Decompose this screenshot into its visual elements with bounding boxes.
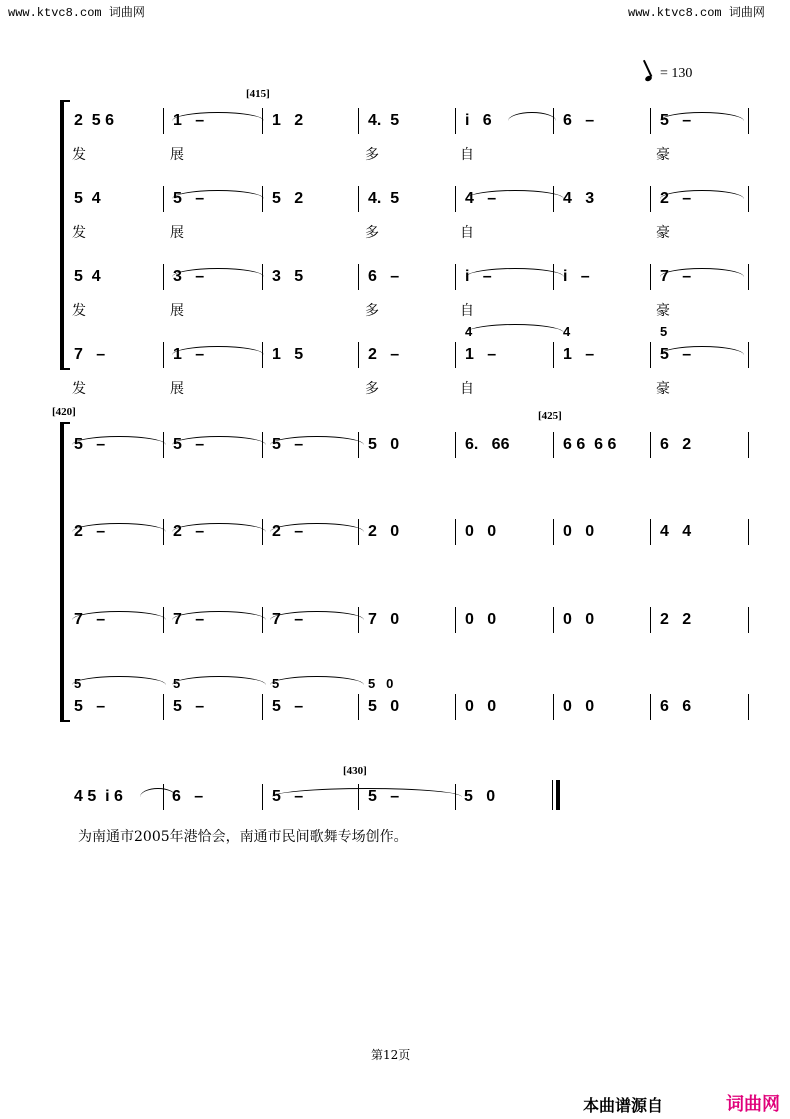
system2-part1-barline <box>455 432 456 458</box>
system1-part4-barline <box>553 342 554 368</box>
system2-part4-measure3: 5 – <box>272 698 304 715</box>
system2-part1-measure6: 6 6 6 6 <box>563 436 617 453</box>
system2-part3-barline <box>748 607 749 633</box>
system1-part4-measure6: 1 – <box>563 346 595 363</box>
system1-part1-measure5: i 6 <box>465 112 492 129</box>
system1-part4-barline <box>358 342 359 368</box>
system1-part3-lyric: 豪 <box>656 303 670 319</box>
system2-part3-measure1: 7 – <box>74 611 106 628</box>
system1-part3-barline <box>455 264 456 290</box>
system2-part2-measure4: 2 0 <box>368 523 400 540</box>
composition-note: 为南通市2005年港恰会，南通市民间歌舞专场创作。 <box>78 829 408 845</box>
system2-part2-barline <box>748 519 749 545</box>
bracket-cap-top <box>60 422 70 424</box>
system1-part3-measure5: i – <box>465 268 492 285</box>
system1-part2-measure4: 4. 5 <box>368 190 400 207</box>
system1-part3-lyric: 展 <box>170 303 184 319</box>
system1-part4-lyric: 豪 <box>656 381 670 397</box>
system2-part3-barline <box>262 607 263 633</box>
system2-part2-barline <box>358 519 359 545</box>
system1-part3-lyric: 发 <box>72 303 86 319</box>
header-site-right[interactable]: www.ktvc8.com 词曲网 <box>628 6 765 20</box>
system1-part3-measure6: i – <box>563 268 590 285</box>
system1-part2-barline <box>163 186 164 212</box>
system1-part3-barline <box>163 264 164 290</box>
system1-part2-measure6: 4 3 <box>563 190 595 207</box>
system1-part1-barline <box>553 108 554 134</box>
system2-part1-barline <box>748 432 749 458</box>
system1-part1-measure7: 5 – <box>660 112 692 129</box>
system1-part4-barline <box>455 342 456 368</box>
system1-part3-measure4: 6 – <box>368 268 400 285</box>
system1-part4-upper6: 4 <box>563 324 571 339</box>
system2-part2-measure7: 4 4 <box>660 523 692 540</box>
tie-slur <box>140 788 176 797</box>
system1-part2-measure5: 4 – <box>465 190 497 207</box>
system1-part2-lyric: 展 <box>170 225 184 241</box>
system2-part3-barline <box>455 607 456 633</box>
system2-part1-measure3: 5 – <box>272 436 304 453</box>
system2-part3-barline <box>553 607 554 633</box>
system2-part2-measure2: 2 – <box>173 523 205 540</box>
system1-part4-barline <box>748 342 749 368</box>
system2-part2-measure5: 0 0 <box>465 523 497 540</box>
system1-part3-barline <box>262 264 263 290</box>
system2-part2-measure6: 0 0 <box>563 523 595 540</box>
system1-part4-lyric: 发 <box>72 381 86 397</box>
system2-part2-barline <box>455 519 456 545</box>
system2-part3-measure5: 0 0 <box>465 611 497 628</box>
system1-part3-barline <box>650 264 651 290</box>
system2-part1-barline <box>262 432 263 458</box>
system1-part2-lyric: 多 <box>365 225 379 241</box>
system1-part3-lyric: 多 <box>365 303 379 319</box>
system2-part4-barline <box>553 694 554 720</box>
system1-part1-measure3: 1 2 <box>272 112 304 129</box>
system2-part4-upper3: 5 <box>272 676 280 691</box>
system1-part2-barline <box>455 186 456 212</box>
system2-part4-upper2: 5 <box>173 676 181 691</box>
bracket-cap-bottom <box>60 368 70 370</box>
system3-measure3: 5 – <box>272 788 304 805</box>
system1-part2-barline <box>748 186 749 212</box>
system2-part4-measure5: 0 0 <box>465 698 497 715</box>
system1-part1-lyric: 发 <box>72 147 86 163</box>
system2-part1-measure4: 5 0 <box>368 436 400 453</box>
system1-part1-lyric: 多 <box>365 147 379 163</box>
system1-part4-measure4: 2 – <box>368 346 400 363</box>
system3-measure5: 5 0 <box>464 788 496 805</box>
system3-barline <box>455 784 456 810</box>
system1-part1-barline <box>650 108 651 134</box>
system1-part4-measure5: 1 – <box>465 346 497 363</box>
measure-number-415: [415] <box>246 88 270 100</box>
system2-part2-barline <box>262 519 263 545</box>
system1-part4-barline <box>262 342 263 368</box>
page-number: 第12页 <box>371 1048 411 1062</box>
system2-part3-barline <box>358 607 359 633</box>
system2-part4-barline <box>262 694 263 720</box>
system1-part1-barline <box>748 108 749 134</box>
system1-part1-measure6: 6 – <box>563 112 595 129</box>
system1-part4-barline <box>163 342 164 368</box>
system1-part2-lyric: 发 <box>72 225 86 241</box>
system1-part1-measure2: 1 – <box>173 112 205 129</box>
system2-part1-measure1: 5 – <box>74 436 106 453</box>
site-logo[interactable]: 词曲网 <box>726 1094 780 1114</box>
system1-part3-barline <box>748 264 749 290</box>
system2-part4-barline <box>455 694 456 720</box>
score-system-2 <box>52 406 750 732</box>
bracket-cap-top <box>60 100 70 102</box>
final-barline-thin <box>552 780 553 810</box>
system1-part2-barline <box>358 186 359 212</box>
system1-part1-lyric: 豪 <box>656 147 670 163</box>
measure-number-420: [420] <box>52 406 76 418</box>
system2-part4-barline <box>748 694 749 720</box>
system1-part1-lyric: 展 <box>170 147 184 163</box>
system1-part2-lyric: 自 <box>460 225 474 241</box>
system2-part1-measure2: 5 – <box>173 436 205 453</box>
system1-part4-measure3: 1 5 <box>272 346 304 363</box>
system1-part2-measure1: 5 4 <box>74 190 101 207</box>
system1-part3-barline <box>553 264 554 290</box>
system1-part2-lyric: 豪 <box>656 225 670 241</box>
system1-part4-lyric: 多 <box>365 381 379 397</box>
system1-part2-barline <box>553 186 554 212</box>
system2-part2-barline <box>553 519 554 545</box>
system3-measure4: 5 – <box>368 788 400 805</box>
system1-part3-measure3: 3 5 <box>272 268 304 285</box>
system2-part3-measure3: 7 – <box>272 611 304 628</box>
final-barline-thick <box>556 780 560 810</box>
system3-barline <box>262 784 263 810</box>
system1-part1-lyric: 自 <box>460 147 474 163</box>
system2-part2-barline <box>163 519 164 545</box>
system1-part2-measure3: 5 2 <box>272 190 304 207</box>
system1-part4-upper5: 4 <box>465 324 473 339</box>
system2-part4-measure4: 5 0 <box>368 698 400 715</box>
system1-part1-measure4: 4. 5 <box>368 112 400 129</box>
bracket-cap-bottom <box>60 720 70 722</box>
system2-part1-measure5: 6. 66 <box>465 436 510 453</box>
system2-part4-measure2: 5 – <box>173 698 205 715</box>
system2-part4-upper1: 5 <box>74 676 82 691</box>
system2-part3-measure7: 2 2 <box>660 611 692 628</box>
system1-part4-lyric: 自 <box>460 381 474 397</box>
system1-part4-measure2: 1 – <box>173 346 205 363</box>
system1-part1-barline <box>455 108 456 134</box>
system1-part3-lyric: 自 <box>460 303 474 319</box>
quarter-note-icon <box>644 75 652 82</box>
system1-part1-barline <box>358 108 359 134</box>
system2-part3-barline <box>650 607 651 633</box>
system1-part1-barline <box>262 108 263 134</box>
system2-part4-upper4: 5 0 <box>368 676 394 691</box>
system3-measure1: 4 5 i 6 <box>74 788 123 805</box>
system1-part4-barline <box>650 342 651 368</box>
system2-part1-barline <box>163 432 164 458</box>
tempo-marking <box>645 66 692 82</box>
system2-part2-barline <box>650 519 651 545</box>
system2-part3-measure2: 7 – <box>173 611 205 628</box>
system2-part1-barline <box>358 432 359 458</box>
system2-part2-measure3: 2 – <box>272 523 304 540</box>
tempo-text: = 130 <box>660 66 693 81</box>
system2-part4-measure1: 5 – <box>74 698 106 715</box>
system1-part1-measure1: 2 5 6 <box>74 112 115 129</box>
system1-part3-measure7: 7 – <box>660 268 692 285</box>
system1-part4-lyric: 展 <box>170 381 184 397</box>
system2-part1-barline <box>553 432 554 458</box>
system1-part3-measure1: 5 4 <box>74 268 101 285</box>
system1-part2-barline <box>262 186 263 212</box>
system2-part1-measure7: 6 2 <box>660 436 692 453</box>
system2-part4-barline <box>163 694 164 720</box>
system2-part2-measure1: 2 – <box>74 523 106 540</box>
measure-number-425: [425] <box>538 410 562 422</box>
system1-part4-measure7: 5 – <box>660 346 692 363</box>
system2-part4-measure7: 6 6 <box>660 698 692 715</box>
header-site-left[interactable]: www.ktvc8.com 词曲网 <box>8 6 145 20</box>
system1-part4-upper7: 5 <box>660 324 668 339</box>
system2-part4-measure6: 0 0 <box>563 698 595 715</box>
system1-part1-barline <box>163 108 164 134</box>
system1-part2-barline <box>650 186 651 212</box>
system3-measure2: 6 – <box>172 788 204 805</box>
system1-part2-measure2: 5 – <box>173 190 205 207</box>
source-text: 本曲谱源自 <box>583 1098 664 1115</box>
system1-part2-measure7: 2 – <box>660 190 692 207</box>
system2-part4-barline <box>650 694 651 720</box>
system1-part3-barline <box>358 264 359 290</box>
system2-part1-barline <box>650 432 651 458</box>
system2-part4-barline <box>358 694 359 720</box>
system2-part3-measure6: 0 0 <box>563 611 595 628</box>
system1-part4-measure1: 7 – <box>74 346 106 363</box>
system2-part3-barline <box>163 607 164 633</box>
system-bracket <box>60 422 64 722</box>
system1-part3-measure2: 3 – <box>173 268 205 285</box>
system2-part3-measure4: 7 0 <box>368 611 400 628</box>
measure-number-430: [430] <box>343 765 367 777</box>
system-bracket <box>60 100 64 370</box>
